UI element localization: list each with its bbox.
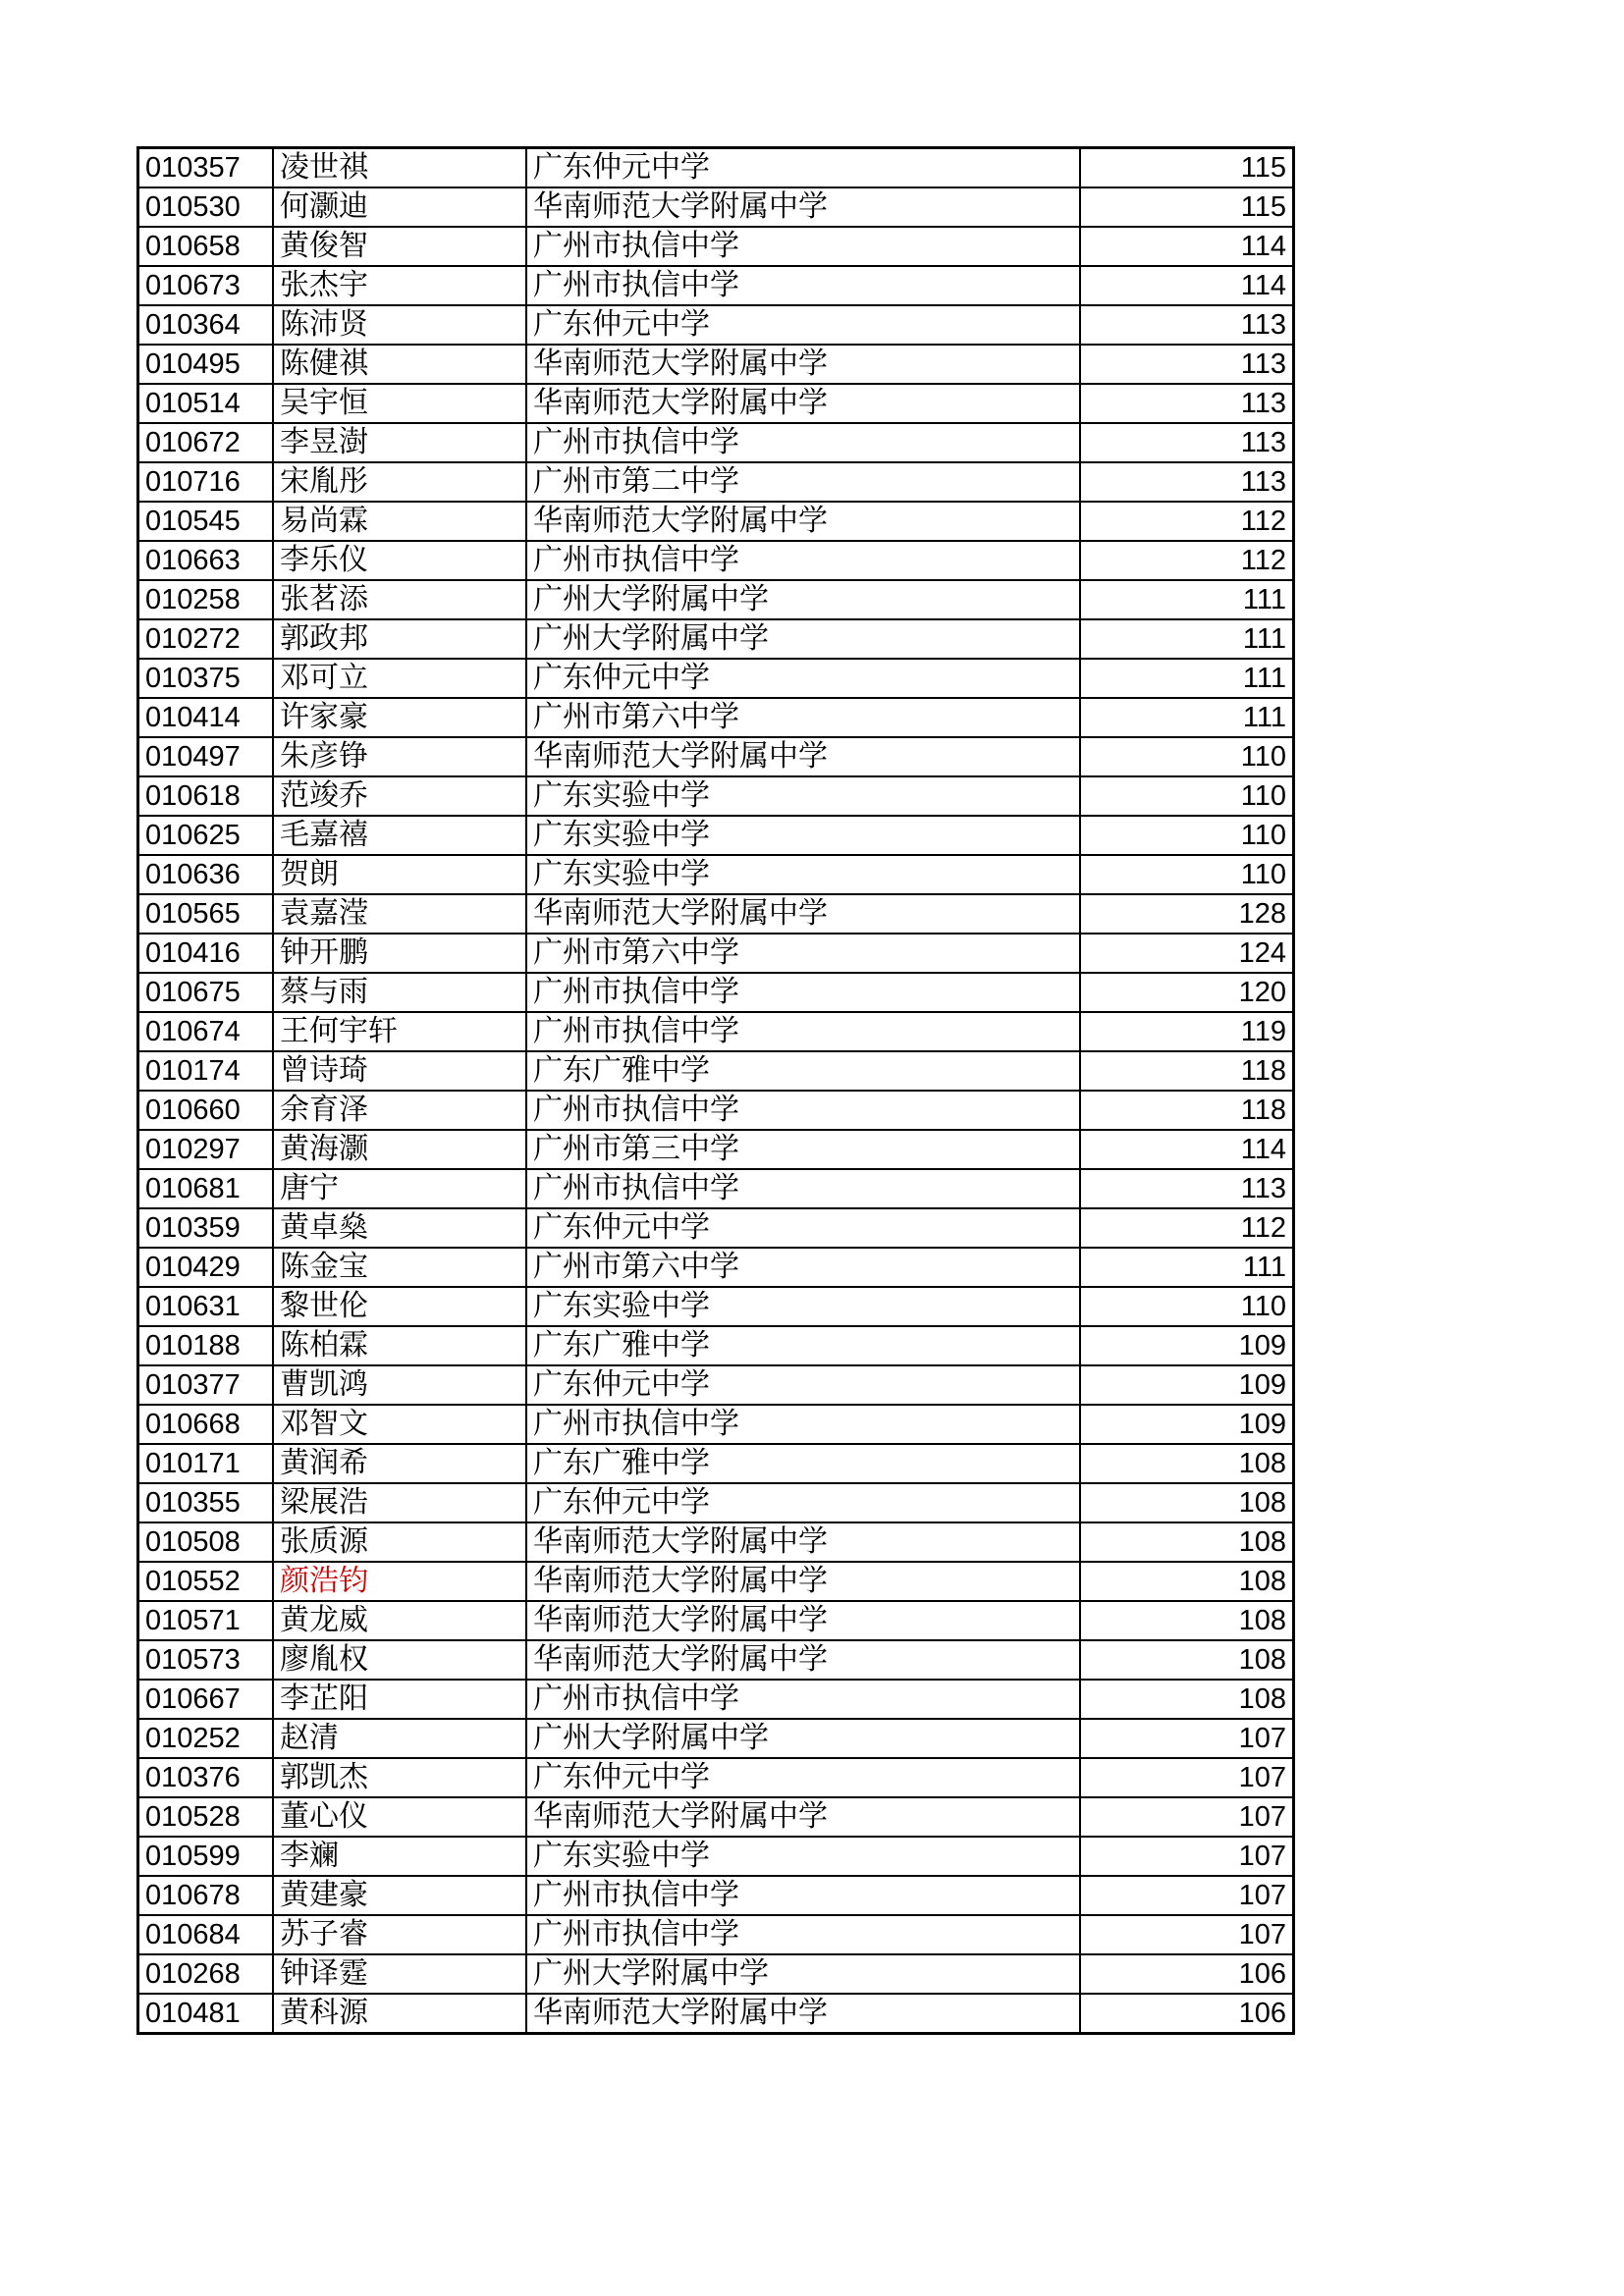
student-name-cell: 范竣乔 xyxy=(273,776,526,816)
score-cell: 107 xyxy=(1080,1758,1294,1797)
school-cell: 华南师范大学附属中学 xyxy=(526,1562,1080,1601)
school-cell: 广东实验中学 xyxy=(526,1837,1080,1876)
student-name-cell: 颜浩钧 xyxy=(273,1562,526,1601)
score-cell: 113 xyxy=(1080,305,1294,345)
school-cell: 华南师范大学附属中学 xyxy=(526,502,1080,541)
student-id-cell: 010552 xyxy=(138,1562,274,1601)
table-row xyxy=(138,384,1294,423)
school-cell: 广州市执信中学 xyxy=(526,227,1080,266)
student-id-cell: 010359 xyxy=(138,1208,274,1248)
student-id-cell: 010297 xyxy=(138,1130,274,1169)
school-cell: 广州市执信中学 xyxy=(526,266,1080,305)
student-id-cell: 010681 xyxy=(138,1169,274,1208)
student-name-cell: 袁嘉滢 xyxy=(273,894,526,934)
score-cell: 108 xyxy=(1080,1601,1294,1640)
table-row xyxy=(138,148,1294,188)
score-cell: 113 xyxy=(1080,345,1294,384)
table-row xyxy=(138,1562,1294,1601)
table-row xyxy=(138,934,1294,973)
table-row xyxy=(138,1326,1294,1365)
table-row xyxy=(138,816,1294,855)
score-cell: 110 xyxy=(1080,816,1294,855)
score-cell: 112 xyxy=(1080,541,1294,580)
table-row xyxy=(138,541,1294,580)
score-cell: 124 xyxy=(1080,934,1294,973)
student-id-cell: 010618 xyxy=(138,776,274,816)
student-name-cell: 吴宇恒 xyxy=(273,384,526,423)
student-id-cell: 010495 xyxy=(138,345,274,384)
student-id-cell: 010545 xyxy=(138,502,274,541)
school-cell: 广州大学附属中学 xyxy=(526,580,1080,619)
score-cell: 108 xyxy=(1080,1444,1294,1483)
student-name-cell: 黄建豪 xyxy=(273,1876,526,1915)
score-cell: 115 xyxy=(1080,148,1294,188)
score-cell: 107 xyxy=(1080,1876,1294,1915)
student-name-cell: 张杰宇 xyxy=(273,266,526,305)
school-cell: 广州市执信中学 xyxy=(526,1091,1080,1130)
school-cell: 广州市执信中学 xyxy=(526,1405,1080,1444)
score-cell: 111 xyxy=(1080,1248,1294,1287)
score-cell: 107 xyxy=(1080,1915,1294,1954)
student-name-cell: 黄科源 xyxy=(273,1994,526,2034)
student-name-cell: 余育泽 xyxy=(273,1091,526,1130)
school-cell: 广东仲元中学 xyxy=(526,1365,1080,1405)
score-cell: 111 xyxy=(1080,580,1294,619)
table-row xyxy=(138,698,1294,737)
school-cell: 华南师范大学附属中学 xyxy=(526,1994,1080,2034)
score-cell: 106 xyxy=(1080,1994,1294,2034)
school-cell: 广州市执信中学 xyxy=(526,973,1080,1012)
score-cell: 108 xyxy=(1080,1562,1294,1601)
student-id-cell: 010171 xyxy=(138,1444,274,1483)
student-name-cell: 黄俊智 xyxy=(273,227,526,266)
table-row xyxy=(138,1522,1294,1562)
school-cell: 广州市第二中学 xyxy=(526,462,1080,502)
student-name-cell: 张质源 xyxy=(273,1522,526,1562)
table-row xyxy=(138,1091,1294,1130)
student-name-cell: 钟译霆 xyxy=(273,1954,526,1994)
student-name-cell: 李芷阳 xyxy=(273,1680,526,1719)
table-row xyxy=(138,1915,1294,1954)
score-cell: 114 xyxy=(1080,227,1294,266)
student-name-cell: 董心仪 xyxy=(273,1797,526,1837)
table-row xyxy=(138,1837,1294,1876)
school-cell: 华南师范大学附属中学 xyxy=(526,345,1080,384)
student-id-cell: 010357 xyxy=(138,148,274,188)
student-id-cell: 010674 xyxy=(138,1012,274,1051)
student-id-cell: 010673 xyxy=(138,266,274,305)
school-cell: 广州市第六中学 xyxy=(526,934,1080,973)
student-name-cell: 张茗添 xyxy=(273,580,526,619)
student-name-cell: 王何宇轩 xyxy=(273,1012,526,1051)
score-cell: 114 xyxy=(1080,1130,1294,1169)
student-name-cell: 唐宁 xyxy=(273,1169,526,1208)
student-name-cell: 朱彦铮 xyxy=(273,737,526,776)
score-cell: 111 xyxy=(1080,698,1294,737)
student-id-cell: 010514 xyxy=(138,384,274,423)
score-table xyxy=(136,146,1295,2035)
score-cell: 109 xyxy=(1080,1405,1294,1444)
school-cell: 华南师范大学附属中学 xyxy=(526,187,1080,227)
table-row xyxy=(138,973,1294,1012)
student-name-cell: 蔡与雨 xyxy=(273,973,526,1012)
student-id-cell: 010675 xyxy=(138,973,274,1012)
school-cell: 广东仲元中学 xyxy=(526,148,1080,188)
student-id-cell: 010573 xyxy=(138,1640,274,1680)
student-id-cell: 010252 xyxy=(138,1719,274,1758)
score-cell: 110 xyxy=(1080,1287,1294,1326)
table-row xyxy=(138,619,1294,659)
table-row xyxy=(138,1208,1294,1248)
student-name-cell: 钟开鹏 xyxy=(273,934,526,973)
table-row xyxy=(138,894,1294,934)
student-id-cell: 010663 xyxy=(138,541,274,580)
school-cell: 广州市执信中学 xyxy=(526,1876,1080,1915)
table-row xyxy=(138,1444,1294,1483)
score-cell: 113 xyxy=(1080,462,1294,502)
score-cell: 107 xyxy=(1080,1719,1294,1758)
school-cell: 广东仲元中学 xyxy=(526,659,1080,698)
student-id-cell: 010481 xyxy=(138,1994,274,2034)
school-cell: 广州大学附属中学 xyxy=(526,1954,1080,1994)
table-row xyxy=(138,1758,1294,1797)
student-name-cell: 李昱澍 xyxy=(273,423,526,462)
school-cell: 广东仲元中学 xyxy=(526,1208,1080,1248)
school-cell: 广东广雅中学 xyxy=(526,1051,1080,1091)
student-id-cell: 010658 xyxy=(138,227,274,266)
school-cell: 广州市第三中学 xyxy=(526,1130,1080,1169)
table-row xyxy=(138,1287,1294,1326)
student-name-cell: 黄润希 xyxy=(273,1444,526,1483)
student-name-cell: 陈金宝 xyxy=(273,1248,526,1287)
student-id-cell: 010672 xyxy=(138,423,274,462)
score-cell: 107 xyxy=(1080,1797,1294,1837)
table-row xyxy=(138,659,1294,698)
student-name-cell: 贺朗 xyxy=(273,855,526,894)
student-id-cell: 010678 xyxy=(138,1876,274,1915)
score-cell: 108 xyxy=(1080,1680,1294,1719)
score-cell: 114 xyxy=(1080,266,1294,305)
school-cell: 广东仲元中学 xyxy=(526,1758,1080,1797)
table-row xyxy=(138,1012,1294,1051)
score-cell: 109 xyxy=(1080,1365,1294,1405)
student-name-cell: 廖胤权 xyxy=(273,1640,526,1680)
table-row xyxy=(138,1248,1294,1287)
score-cell: 113 xyxy=(1080,384,1294,423)
table-row xyxy=(138,737,1294,776)
student-name-cell: 黄卓燊 xyxy=(273,1208,526,1248)
student-id-cell: 010571 xyxy=(138,1601,274,1640)
table-row xyxy=(138,423,1294,462)
school-cell: 广东实验中学 xyxy=(526,1287,1080,1326)
school-cell: 广州大学附属中学 xyxy=(526,619,1080,659)
student-id-cell: 010268 xyxy=(138,1954,274,1994)
student-id-cell: 010272 xyxy=(138,619,274,659)
score-cell: 108 xyxy=(1080,1522,1294,1562)
student-id-cell: 010188 xyxy=(138,1326,274,1365)
score-cell: 119 xyxy=(1080,1012,1294,1051)
table-row xyxy=(138,1365,1294,1405)
student-id-cell: 010375 xyxy=(138,659,274,698)
student-id-cell: 010667 xyxy=(138,1680,274,1719)
score-cell: 112 xyxy=(1080,502,1294,541)
student-name-cell: 赵清 xyxy=(273,1719,526,1758)
student-name-cell: 邓可立 xyxy=(273,659,526,698)
table-row xyxy=(138,1719,1294,1758)
student-name-cell: 陈健祺 xyxy=(273,345,526,384)
school-cell: 广州市执信中学 xyxy=(526,423,1080,462)
school-cell: 广州市执信中学 xyxy=(526,541,1080,580)
table-row xyxy=(138,345,1294,384)
score-cell: 110 xyxy=(1080,737,1294,776)
student-name-cell: 曾诗琦 xyxy=(273,1051,526,1091)
school-cell: 广州市执信中学 xyxy=(526,1169,1080,1208)
student-id-cell: 010416 xyxy=(138,934,274,973)
school-cell: 广东实验中学 xyxy=(526,855,1080,894)
school-cell: 广东广雅中学 xyxy=(526,1444,1080,1483)
student-name-cell: 宋胤彤 xyxy=(273,462,526,502)
school-cell: 华南师范大学附属中学 xyxy=(526,1640,1080,1680)
student-id-cell: 010660 xyxy=(138,1091,274,1130)
score-cell: 110 xyxy=(1080,855,1294,894)
table-row xyxy=(138,1680,1294,1719)
student-name-cell: 苏子睿 xyxy=(273,1915,526,1954)
student-name-cell: 邓智文 xyxy=(273,1405,526,1444)
student-id-cell: 010528 xyxy=(138,1797,274,1837)
student-id-cell: 010377 xyxy=(138,1365,274,1405)
student-name-cell: 陈柏霖 xyxy=(273,1326,526,1365)
table-row xyxy=(138,580,1294,619)
table-row xyxy=(138,1130,1294,1169)
student-name-cell: 郭政邦 xyxy=(273,619,526,659)
student-name-cell: 郭凯杰 xyxy=(273,1758,526,1797)
score-cell: 113 xyxy=(1080,423,1294,462)
student-id-cell: 010599 xyxy=(138,1837,274,1876)
table-row xyxy=(138,855,1294,894)
score-cell: 118 xyxy=(1080,1091,1294,1130)
table-row xyxy=(138,266,1294,305)
student-id-cell: 010716 xyxy=(138,462,274,502)
table-row xyxy=(138,776,1294,816)
student-id-cell: 010668 xyxy=(138,1405,274,1444)
student-id-cell: 010429 xyxy=(138,1248,274,1287)
student-id-cell: 010355 xyxy=(138,1483,274,1522)
score-cell: 110 xyxy=(1080,776,1294,816)
table-row xyxy=(138,187,1294,227)
score-cell: 128 xyxy=(1080,894,1294,934)
school-cell: 广东实验中学 xyxy=(526,816,1080,855)
student-name-cell: 毛嘉禧 xyxy=(273,816,526,855)
student-name-cell: 黄龙威 xyxy=(273,1601,526,1640)
student-id-cell: 010174 xyxy=(138,1051,274,1091)
school-cell: 华南师范大学附属中学 xyxy=(526,1797,1080,1837)
table-row xyxy=(138,1169,1294,1208)
student-id-cell: 010497 xyxy=(138,737,274,776)
school-cell: 广东仲元中学 xyxy=(526,1483,1080,1522)
school-cell: 华南师范大学附属中学 xyxy=(526,1522,1080,1562)
score-cell: 108 xyxy=(1080,1483,1294,1522)
table-row xyxy=(138,1405,1294,1444)
school-cell: 广州大学附属中学 xyxy=(526,1719,1080,1758)
school-cell: 广东实验中学 xyxy=(526,776,1080,816)
student-name-cell: 陈沛贤 xyxy=(273,305,526,345)
student-name-cell: 黎世伦 xyxy=(273,1287,526,1326)
table-row xyxy=(138,1797,1294,1837)
score-cell: 111 xyxy=(1080,659,1294,698)
table-row xyxy=(138,1483,1294,1522)
student-name-cell: 梁展浩 xyxy=(273,1483,526,1522)
student-id-cell: 010631 xyxy=(138,1287,274,1326)
table-row xyxy=(138,1954,1294,1994)
table-row xyxy=(138,1051,1294,1091)
student-id-cell: 010364 xyxy=(138,305,274,345)
score-cell: 120 xyxy=(1080,973,1294,1012)
student-id-cell: 010508 xyxy=(138,1522,274,1562)
table-row xyxy=(138,502,1294,541)
student-id-cell: 010636 xyxy=(138,855,274,894)
school-cell: 广东广雅中学 xyxy=(526,1326,1080,1365)
table-row xyxy=(138,462,1294,502)
score-cell: 112 xyxy=(1080,1208,1294,1248)
school-cell: 华南师范大学附属中学 xyxy=(526,894,1080,934)
student-name-cell: 许家豪 xyxy=(273,698,526,737)
student-name-cell: 凌世祺 xyxy=(273,148,526,188)
table-row xyxy=(138,1876,1294,1915)
score-cell: 118 xyxy=(1080,1051,1294,1091)
table-row xyxy=(138,305,1294,345)
score-cell: 108 xyxy=(1080,1640,1294,1680)
score-table-body xyxy=(138,148,1294,2034)
school-cell: 广州市第六中学 xyxy=(526,1248,1080,1287)
school-cell: 广东仲元中学 xyxy=(526,305,1080,345)
student-id-cell: 010376 xyxy=(138,1758,274,1797)
student-id-cell: 010625 xyxy=(138,816,274,855)
school-cell: 广州市执信中学 xyxy=(526,1915,1080,1954)
student-id-cell: 010258 xyxy=(138,580,274,619)
school-cell: 广州市第六中学 xyxy=(526,698,1080,737)
school-cell: 华南师范大学附属中学 xyxy=(526,1601,1080,1640)
score-cell: 106 xyxy=(1080,1954,1294,1994)
score-cell: 115 xyxy=(1080,187,1294,227)
score-cell: 107 xyxy=(1080,1837,1294,1876)
score-cell: 109 xyxy=(1080,1326,1294,1365)
school-cell: 华南师范大学附属中学 xyxy=(526,737,1080,776)
school-cell: 广州市执信中学 xyxy=(526,1012,1080,1051)
school-cell: 广州市执信中学 xyxy=(526,1680,1080,1719)
student-name-cell: 易尚霖 xyxy=(273,502,526,541)
student-id-cell: 010530 xyxy=(138,187,274,227)
table-row xyxy=(138,1640,1294,1680)
table-row xyxy=(138,1994,1294,2034)
student-id-cell: 010684 xyxy=(138,1915,274,1954)
student-name-cell: 曹凯鸿 xyxy=(273,1365,526,1405)
table-row xyxy=(138,1601,1294,1640)
score-cell: 113 xyxy=(1080,1169,1294,1208)
student-name-cell: 李乐仪 xyxy=(273,541,526,580)
student-name-cell: 李斓 xyxy=(273,1837,526,1876)
school-cell: 华南师范大学附属中学 xyxy=(526,384,1080,423)
student-id-cell: 010414 xyxy=(138,698,274,737)
student-name-cell: 何灏迪 xyxy=(273,187,526,227)
student-id-cell: 010565 xyxy=(138,894,274,934)
student-name-cell: 黄海灏 xyxy=(273,1130,526,1169)
score-cell: 111 xyxy=(1080,619,1294,659)
table-row xyxy=(138,227,1294,266)
